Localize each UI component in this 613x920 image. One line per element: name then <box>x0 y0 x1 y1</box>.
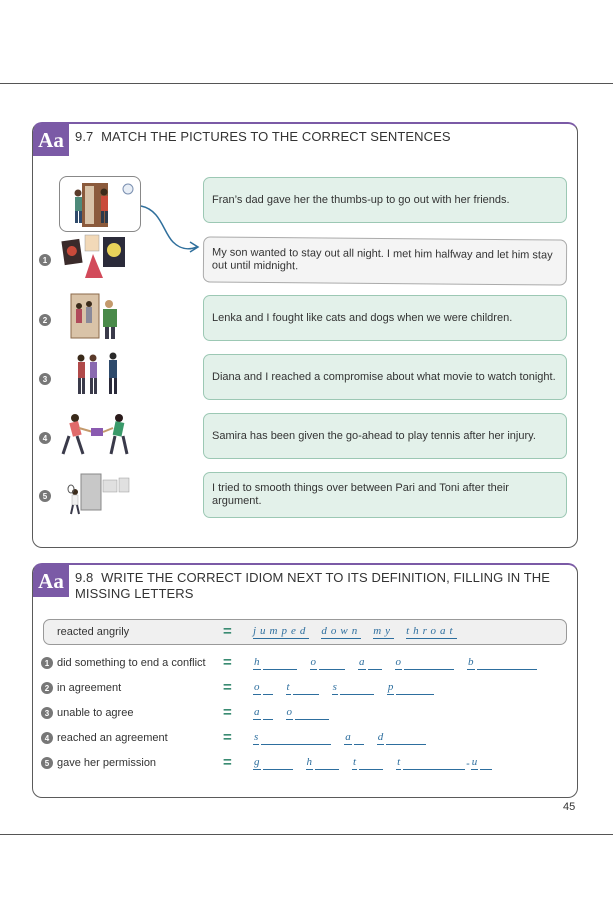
definition-text: reached an agreement <box>57 732 168 744</box>
definition-text: did something to end a conflict <box>57 657 206 669</box>
equals-sign: = <box>223 654 232 671</box>
definition-row-4 <box>41 730 168 746</box>
aa-badge: Aa <box>33 124 69 156</box>
sentence-box-example-answer[interactable]: My son wanted to stay out all night. I met him halfway and let him stay out until midnight. <box>203 236 567 285</box>
top-rule <box>0 83 613 84</box>
definition-row-3 <box>41 705 133 721</box>
definition-row-1 <box>41 655 206 671</box>
exercise-number: 9.8 <box>75 570 94 585</box>
answer-word: jumped <box>253 625 310 637</box>
bottom-rule <box>0 834 613 835</box>
page-number: 45 <box>563 801 576 813</box>
picture-number-1: 1 <box>39 254 51 266</box>
equals-sign: = <box>223 754 232 771</box>
picture-number-3: 3 <box>39 373 51 385</box>
equals-sign: = <box>223 679 232 696</box>
picture-number-4: 4 <box>39 432 51 444</box>
sentence-box[interactable]: Samira has been given the go-ahead to play tennis after her injury. <box>203 413 567 459</box>
answer-blanks-5[interactable]: g h t t - u <box>253 754 492 770</box>
definition-text: gave her permission <box>57 757 157 769</box>
sentence-box[interactable]: Diana and I reached a compromise about what movie to watch tonight. <box>203 354 567 400</box>
answer-word: my <box>373 625 395 637</box>
hyphen: - <box>466 758 470 770</box>
item-number: 1 <box>41 657 53 669</box>
definition-row-2 <box>41 680 121 696</box>
equals-sign: = <box>223 623 232 640</box>
sentence-box[interactable]: Lenka and I fought like cats and dogs when we were children. <box>203 295 567 341</box>
example-answer <box>253 623 457 639</box>
sentence-box[interactable]: I tried to smooth things over between Pari and Toni after their argument. <box>203 472 567 518</box>
answer-word: down <box>321 625 362 637</box>
exercise-title: WRITE THE CORRECT IDIOM NEXT TO ITS DEFINITION, FILLING IN THE MISSING LETTERS <box>75 570 551 601</box>
equals-sign: = <box>223 704 232 721</box>
exercise-number: 9.7 <box>75 129 94 144</box>
exercise-title: MATCH THE PICTURES TO THE CORRECT SENTENCES <box>101 129 451 144</box>
picture-3-three-people <box>73 350 125 400</box>
exercise-9-8-panel <box>32 563 578 798</box>
exercise-9-7-panel <box>32 122 578 548</box>
definition-text: in agreement <box>57 682 122 694</box>
picture-number-2: 2 <box>39 314 51 326</box>
item-number: 5 <box>41 757 53 769</box>
answer-blanks-4[interactable]: s a d <box>253 729 439 745</box>
aa-badge: Aa <box>33 565 69 597</box>
definition-text: unable to agree <box>57 707 134 719</box>
match-arrow-icon <box>137 202 203 260</box>
answer-blanks-1[interactable]: h o a o b <box>253 654 550 670</box>
picture-number-5: 5 <box>39 490 51 502</box>
definition-row-5 <box>41 755 156 771</box>
example-picture <box>59 176 141 232</box>
exercise-heading <box>75 129 451 145</box>
picture-1-posters <box>59 232 129 280</box>
answer-blanks-2[interactable]: o t s p <box>253 679 447 695</box>
picture-2-family <box>67 292 127 342</box>
sentence-box[interactable]: Fran’s dad gave her the thumbs-up to go out with her friends. <box>203 177 567 223</box>
exercise-heading <box>75 570 565 602</box>
equals-sign: = <box>223 729 232 746</box>
picture-4-tug-of-war <box>61 410 131 460</box>
example-definition: reacted angrily <box>57 626 130 638</box>
picture-5-tennis <box>67 470 131 516</box>
item-number: 3 <box>41 707 53 719</box>
item-number: 4 <box>41 732 53 744</box>
answer-blanks-3[interactable]: a o <box>253 704 342 720</box>
answer-word: throat <box>406 625 457 637</box>
item-number: 2 <box>41 682 53 694</box>
